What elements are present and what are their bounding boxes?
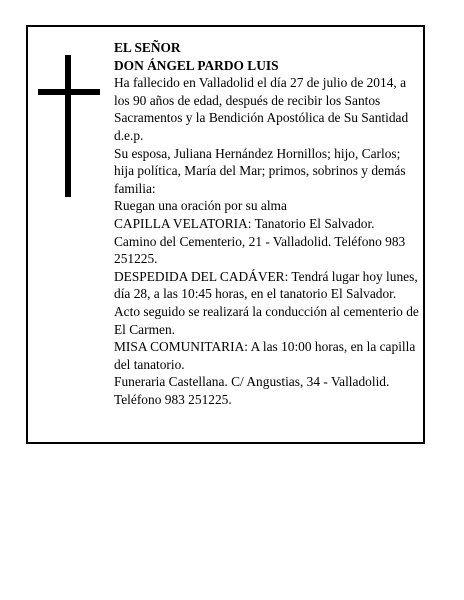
deceased-name: DON ÁNGEL PARDO LUIS <box>114 57 279 73</box>
family-list: Su esposa, Juliana Hernández Hornillos; hijo, Carlos; hija política, María del Mar; primos, sobrinos y demás familia: <box>114 145 406 196</box>
notice-title-line1: EL SEÑOR <box>114 40 181 55</box>
obituary-notice <box>26 25 425 444</box>
notice-text <box>114 39 420 408</box>
wake-chapel-info: CAPILLA VELATORIA: Tanatorio El Salvador. Camino del Cementerio, 21 - Valladolid. Teléfono 983 251225. <box>114 215 406 267</box>
death-announcement: Ha fallecido en Valladolid el día 27 de julio de 2014, a los 90 años de edad, después de recibir los Santos Sacramentos y la Bendición Apostólica de Su Santidad d.e.p. <box>114 75 409 143</box>
cross-vertical-bar <box>65 55 71 197</box>
funeral-home-info: Funeraria Castellana. C/ Angustias, 34 - Valladolid. Teléfono 983 251225. <box>114 374 390 407</box>
cross-icon <box>38 55 100 197</box>
prayer-request: Ruegan una oración por su alma <box>114 198 287 214</box>
mass-info: MISA COMUNITARIA: A las 10:00 horas, en la capilla del tanatorio. <box>114 339 416 372</box>
cross-horizontal-bar <box>38 89 100 95</box>
farewell-info: DESPEDIDA DEL CADÁVER: Tendrá lugar hoy lunes, día 28, a las 10:45 horas, en el tanatorio El Salvador. Acto seguido se realizará la conducción al cementerio de El Carmen. <box>114 268 419 337</box>
